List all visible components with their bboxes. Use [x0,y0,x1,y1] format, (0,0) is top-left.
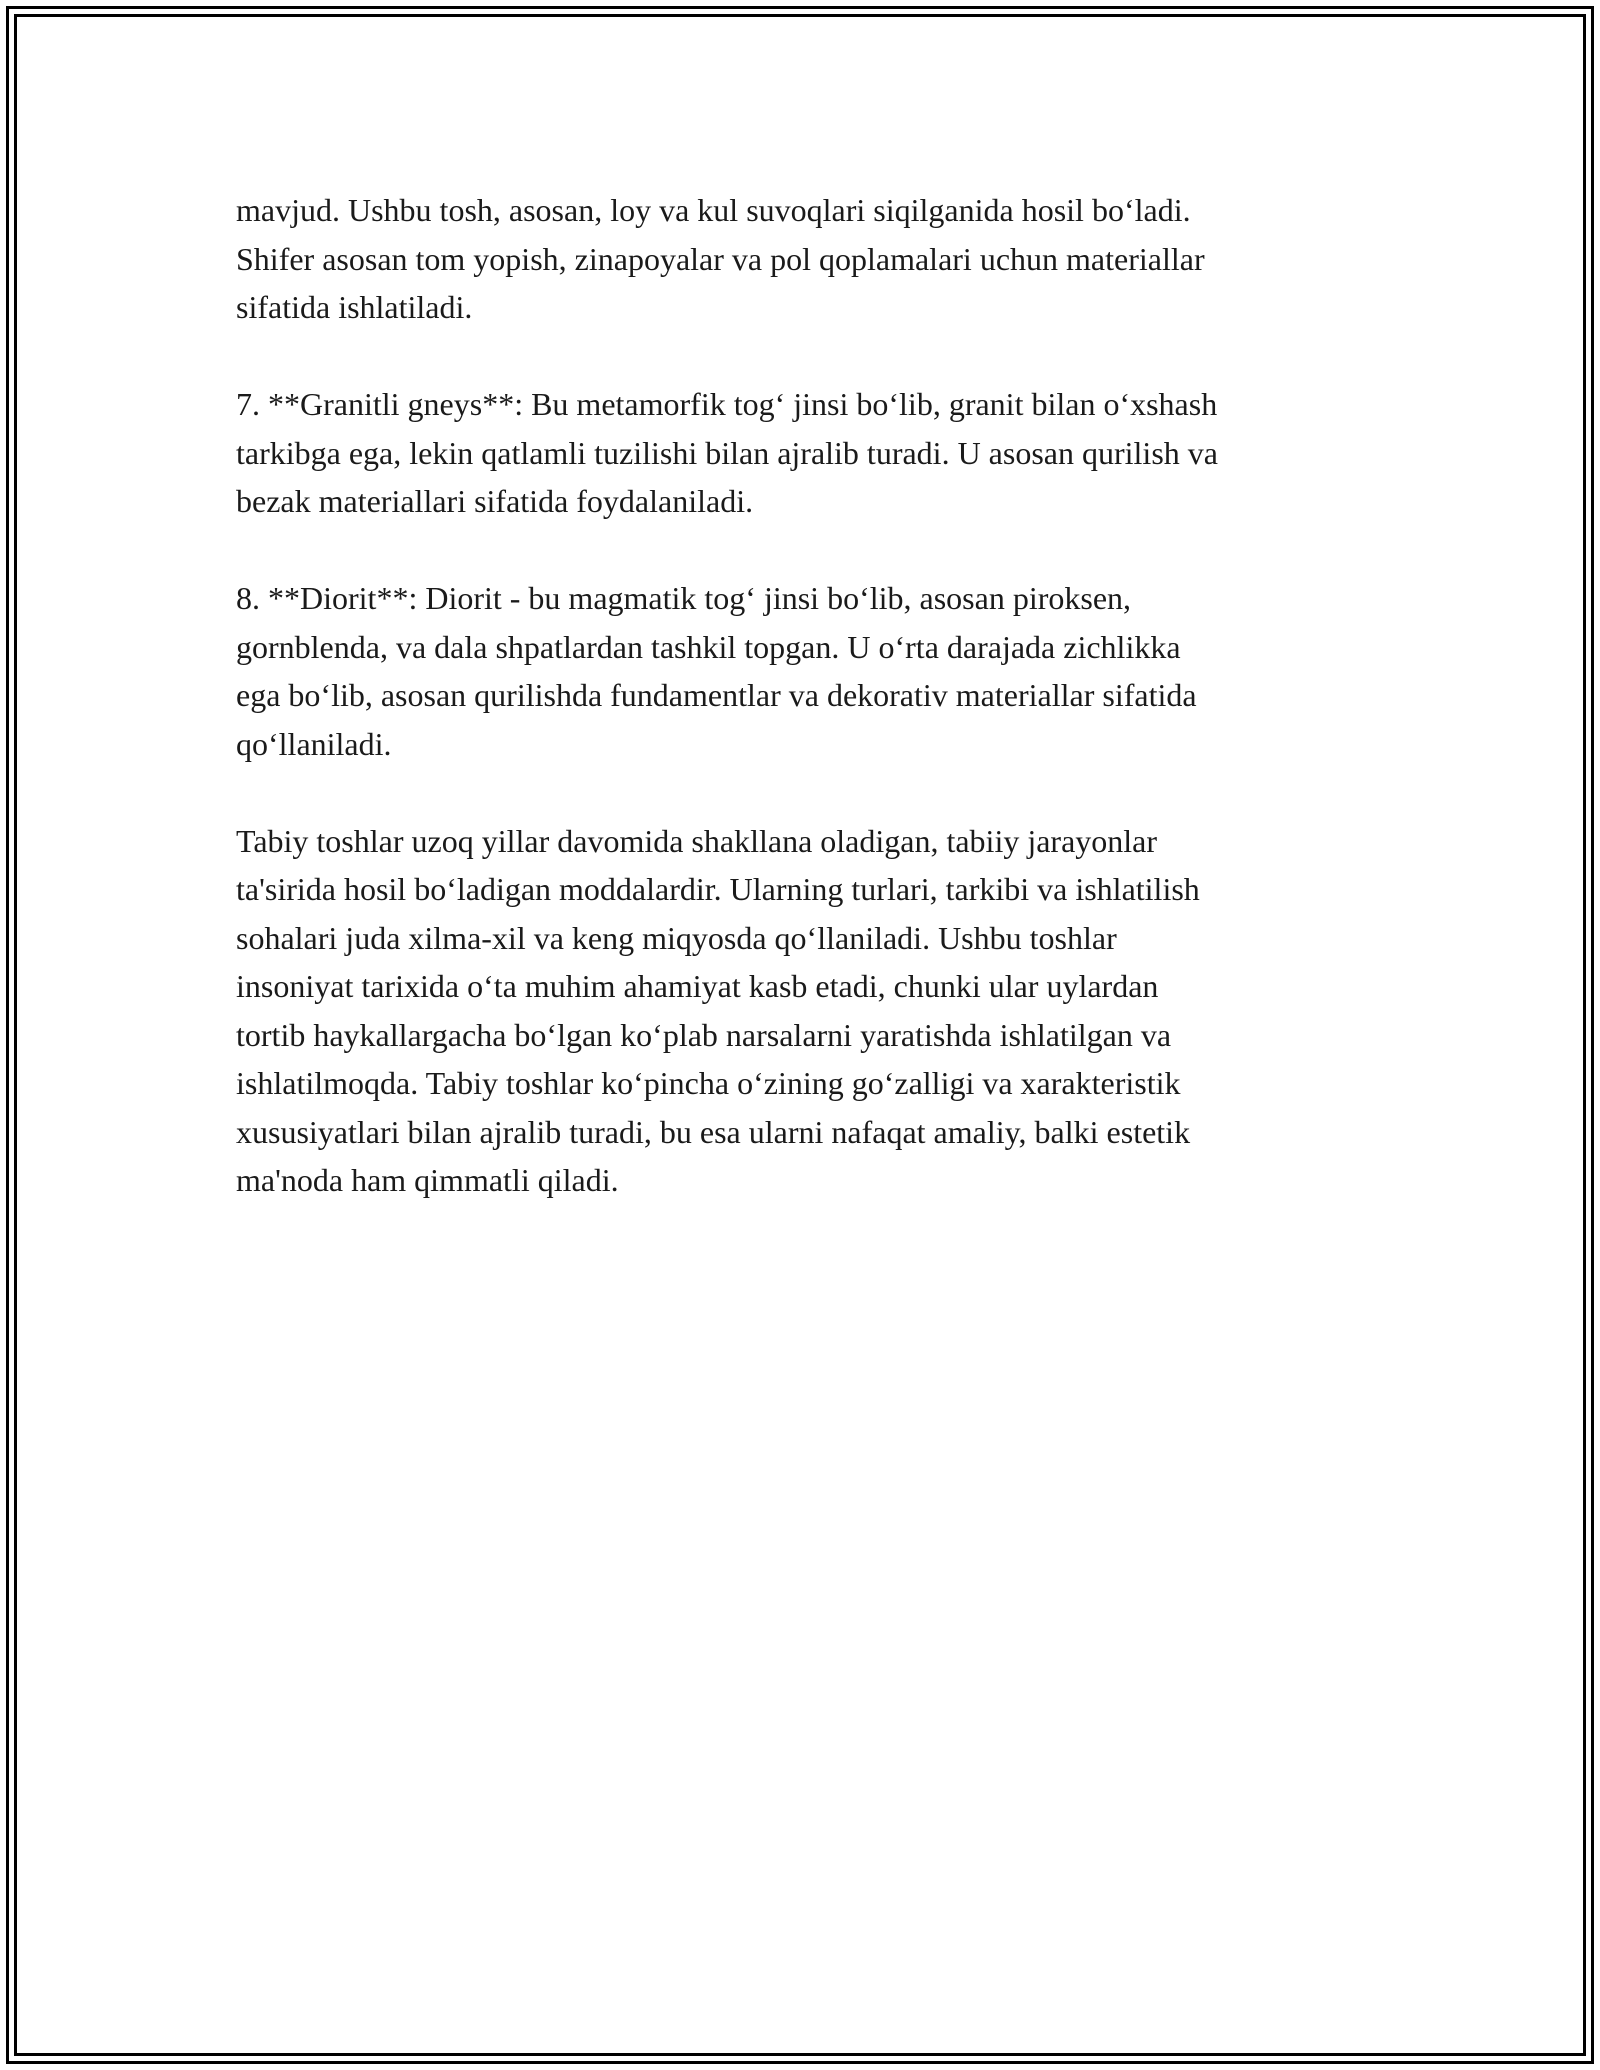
paragraph-diorit: 8. **Diorit**: Diorit - bu magmatik tog‘ jinsi bo‘lib, asosan piroksen, gornblenda, va dala shpatlardan tashkil topgan. U o‘rta darajada zichlikka ega bo‘lib, asosan qurilishda fundamentlar va dekorativ materiallar sifatida qo‘llaniladi. [236,580,1197,762]
paragraph-granitli-gneys: 7. **Granitli gneys**: Bu metamorfik tog‘ jinsi bo‘lib, granit bilan o‘xshash tarkibga ega, lekin qatlamli tuzilishi bilan ajralib turadi. U asosan qurilish va bezak materiallari sifatida foydalaniladi. [236,386,1218,519]
document-body [236,186,1366,1253]
paragraph-tabiy-toshlar: Tabiy toshlar uzoq yillar davomida shakllana oladigan, tabiiy jarayonlar ta'sirida hosil bo‘ladigan moddalardir. Ularning turlari, tarkibi va ishlatilish sohalari juda xilma-xil va keng miqyosda qo‘llaniladi. Ushbu toshlar insoniyat tarixida o‘ta muhim ahamiyat kasb etadi, chunki ular uylardan tortib haykallargacha bo‘lgan ko‘plab narsalarni yaratishda ishlatilgan va ishlatilmoqda. Tabiy toshlar ko‘pincha o‘zining go‘zalligi va xarakteristik xususiyatlari bilan ajralib turadi, bu esa ularni nafaqat amaliy, balki estetik ma'noda ham qimmatli qiladi. [236,822,1200,1198]
paragraph-shifer: mavjud. Ushbu tosh, asosan, loy va kul suvoqlari siqilganida hosil bo‘ladi. Shifer asosan tom yopish, zinapoyalar va pol qoplamalari uchun materiallar sifatida ishlatiladi. [236,192,1205,325]
